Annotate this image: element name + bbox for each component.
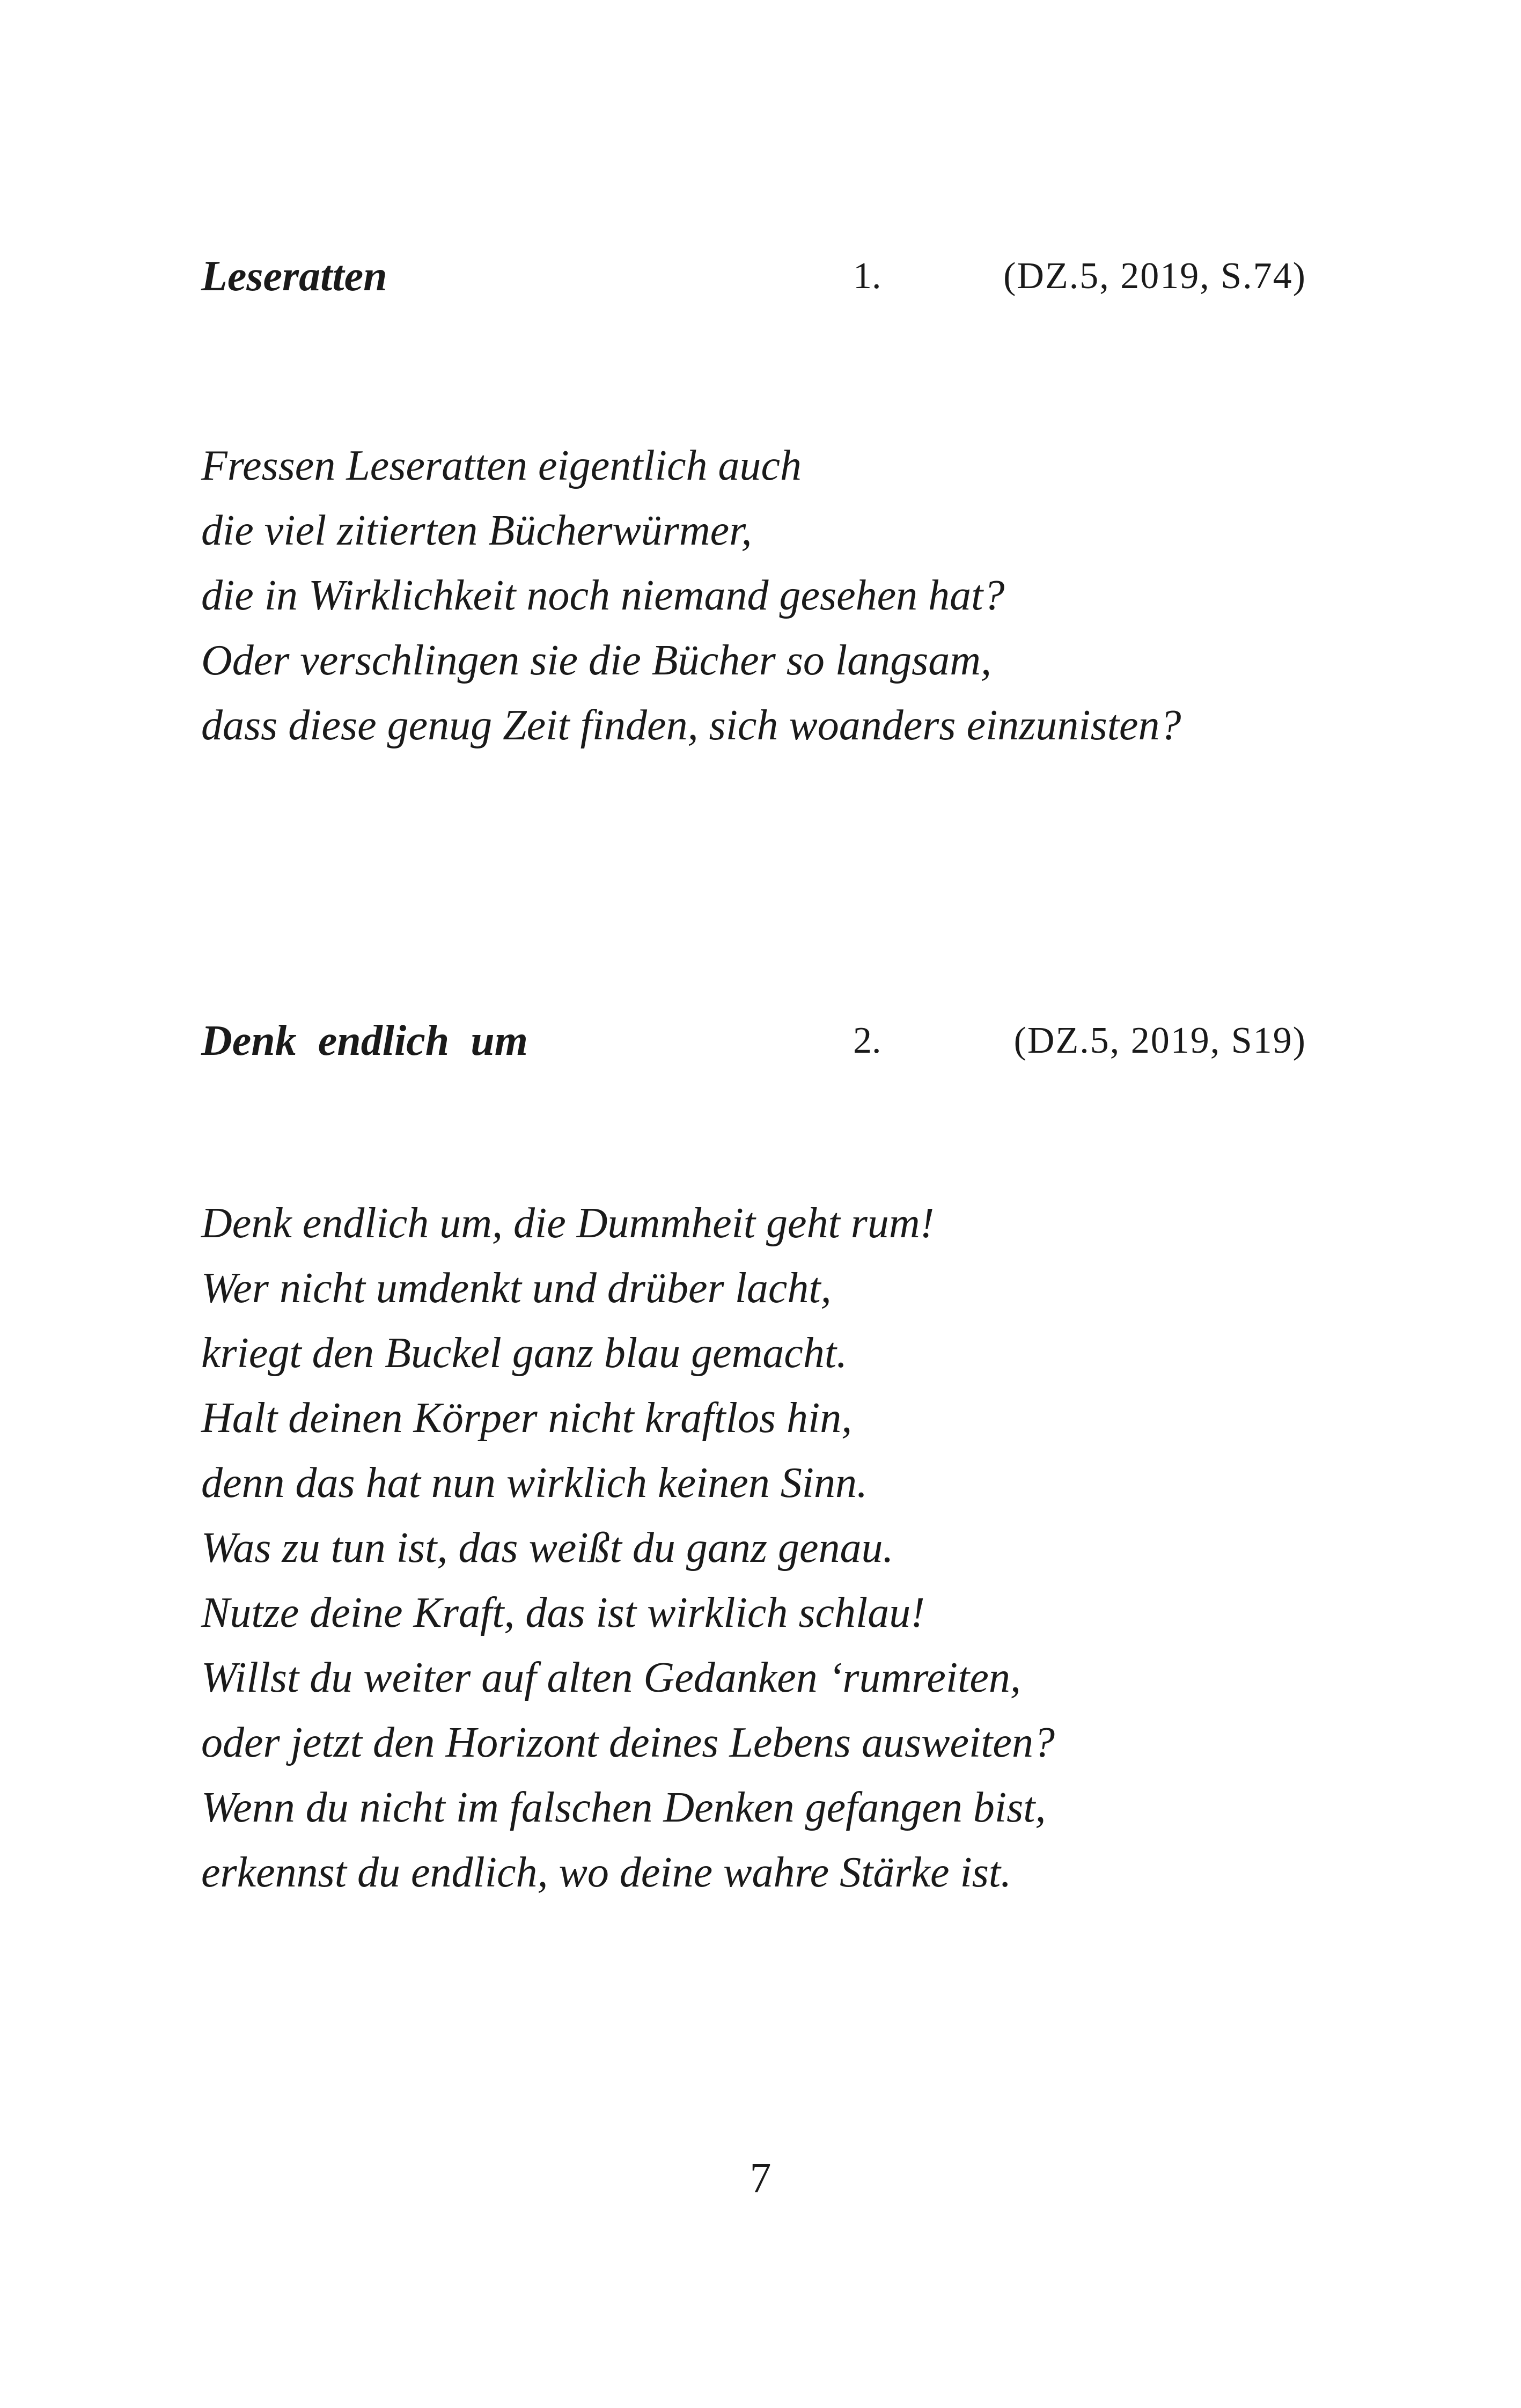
poem-line: Denk endlich um, die Dummheit geht rum! — [201, 1200, 935, 1247]
poem-source: (DZ.5, 2019, S.74) — [1003, 255, 1306, 297]
poem-line: Wer nicht umdenkt und drüber lacht, — [201, 1265, 832, 1312]
poem-line: Willst du weiter auf alten Gedanken ‘rumreiten, — [201, 1654, 1021, 1701]
poem-title: Leseratten — [201, 253, 387, 300]
poem-line: oder jetzt den Horizont deines Lebens ausweiten? — [201, 1719, 1055, 1766]
poem-line: Was zu tun ist, das weißt du ganz genau. — [201, 1524, 894, 1572]
poem-heading — [201, 244, 1306, 309]
poem-line: die in Wirklichkeit noch niemand gesehen hat? — [201, 572, 1005, 619]
poem-line: Wenn du nicht im falschen Denken gefangen bist, — [201, 1784, 1046, 1831]
poem-line: Oder verschlingen sie die Bücher so langsam, — [201, 637, 992, 684]
poem-number: 1. — [853, 255, 881, 297]
poem-body — [201, 434, 1328, 758]
poem-line: Fressen Leseratten eigentlich auch — [201, 442, 802, 489]
poem-line: die viel zitierten Bücherwürmer, — [201, 507, 752, 554]
page-number: 7 — [750, 2155, 771, 2202]
poem-line: erkennst du endlich, wo deine wahre Stärke ist. — [201, 1849, 1012, 1896]
poem-source: (DZ.5, 2019, S19) — [1013, 1020, 1306, 1061]
poem-line: denn das hat nun wirklich keinen Sinn. — [201, 1459, 868, 1507]
poem-title: Denk endlich um — [201, 1017, 528, 1064]
poem-heading — [201, 1009, 1306, 1073]
poem-line: Nutze deine Kraft, das ist wirklich schlau! — [201, 1589, 925, 1636]
poem-body — [201, 1191, 1328, 1905]
poem-line: dass diese genug Zeit finden, sich woanders einzunisten? — [201, 702, 1181, 749]
poem-number: 2. — [853, 1020, 881, 1061]
poem-line: Halt deinen Körper nicht kraftlos hin, — [201, 1394, 853, 1442]
poem-line: kriegt den Buckel ganz blau gemacht. — [201, 1330, 848, 1377]
